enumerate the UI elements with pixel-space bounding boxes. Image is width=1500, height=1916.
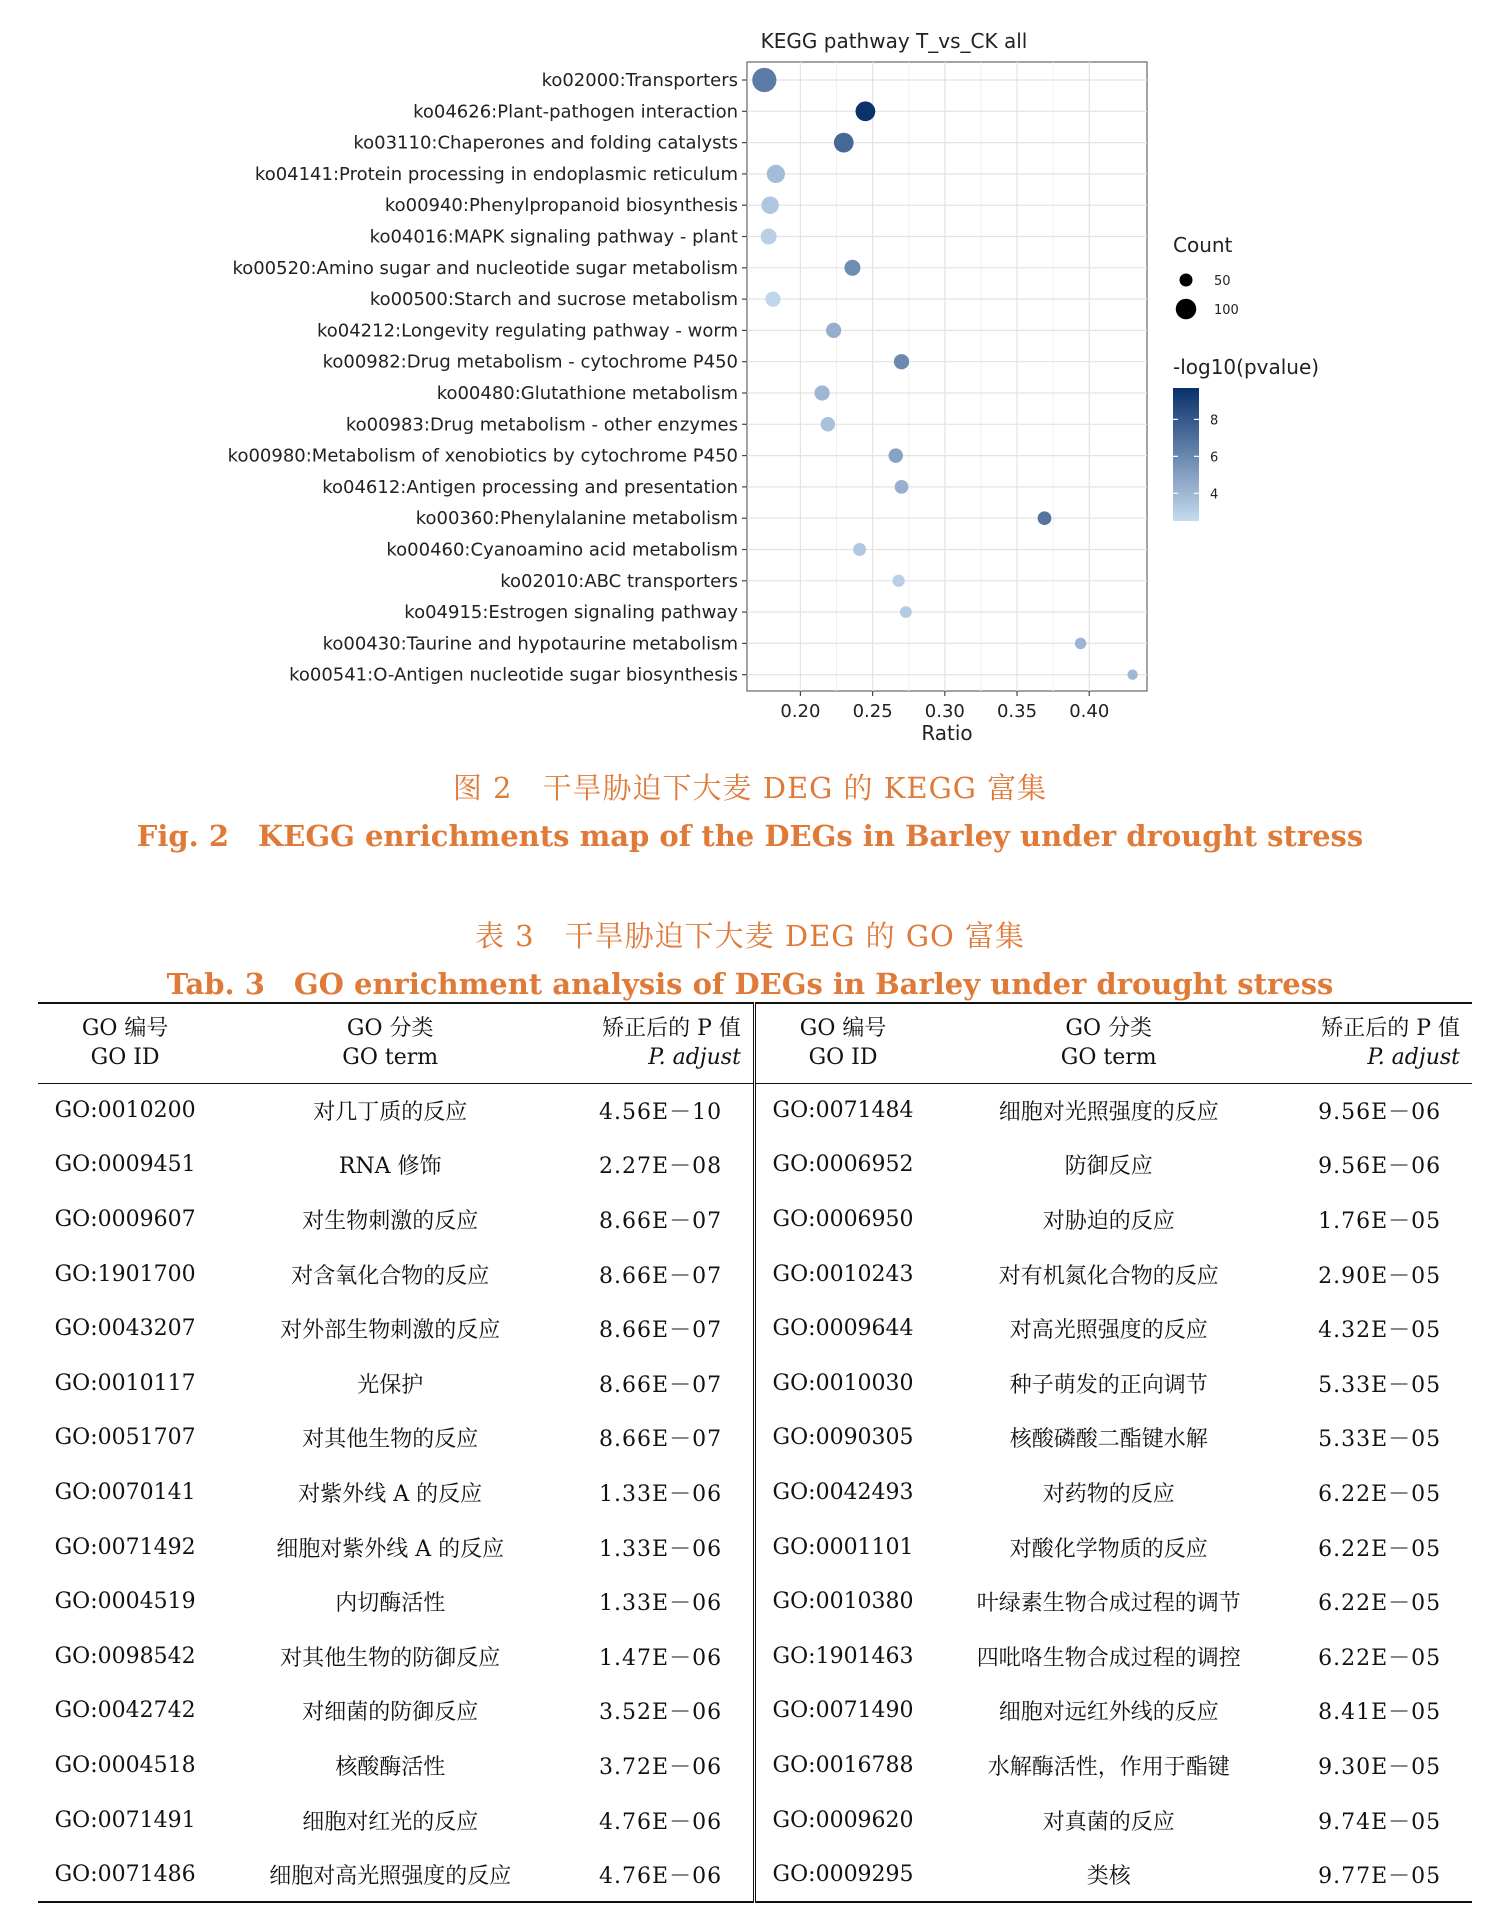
plot-panel (747, 62, 1147, 691)
table-caption-cn: 表 3 干旱胁迫下大麦 DEG 的 GO 富集 (474, 919, 1026, 953)
p-adjust-cell: 4.32E－05 (1318, 1318, 1442, 1344)
go-id-cell: GO:0004518 (54, 1752, 196, 1778)
colorbar-label: 8 (1210, 413, 1219, 429)
go-id-cell: GO:0006950 (772, 1206, 914, 1232)
go-id-cell: GO:0010243 (772, 1261, 914, 1287)
table-row (38, 1192, 1472, 1247)
go-id-cell: GO:1901700 (54, 1261, 196, 1287)
colorbar-label: 6 (1210, 450, 1219, 466)
p-adjust-cell: 6.22E－05 (1318, 1591, 1442, 1617)
go-term-cell: 细胞对远红外线的反应 (998, 1700, 1219, 1726)
p-adjust-cell: 9.56E－06 (1318, 1154, 1442, 1180)
p-adjust-cell: 8.41E－05 (1318, 1700, 1442, 1726)
pathway-label: ko00982:Drug metabolism - cytochrome P450 (322, 351, 738, 373)
data-point (761, 229, 777, 245)
table-row (38, 1738, 1472, 1793)
x-tick-label: 0.40 (1069, 701, 1110, 722)
go-id-cell: GO:0051707 (54, 1425, 196, 1451)
go-id-cell: GO:0070141 (54, 1479, 196, 1505)
go-term-cell: 对生物刺激的反应 (302, 1208, 479, 1234)
go-term-cell: 细胞对高光照强度的反应 (269, 1863, 512, 1889)
go-id-cell: GO:0042742 (54, 1698, 196, 1724)
count-legend (1173, 233, 1239, 319)
go-id-cell: GO:0010117 (54, 1370, 196, 1396)
table-row (38, 1411, 1472, 1466)
pathway-label: ko00520:Amino sugar and nucleotide sugar metabolism (232, 257, 738, 279)
go-term-cell: 核酸磷酸二酯键水解 (1009, 1427, 1208, 1453)
count-legend-title: Count (1173, 233, 1233, 257)
data-point (1075, 638, 1087, 650)
p-adjust-cell: 1.76E－05 (1318, 1208, 1442, 1234)
go-term-cell: 对紫外线 A 的反应 (298, 1481, 483, 1507)
pathway-label: ko00940:Phenylpropanoid biosynthesis (384, 195, 738, 217)
go-id-cell: GO:0001101 (772, 1534, 914, 1560)
table-header-row (38, 1003, 1472, 1083)
pathway-label: ko04626:Plant-pathogen interaction (413, 101, 738, 123)
header-go-id: GO 编号 GO ID (799, 1016, 887, 1071)
go-id-cell: GO:0042493 (772, 1479, 914, 1505)
go-id-cell: GO:0009295 (772, 1861, 914, 1887)
p-adjust-cell: 9.74E－05 (1318, 1809, 1442, 1835)
go-term-cell: 对有机氮化合物的反应 (998, 1263, 1219, 1289)
table-row (38, 1138, 1472, 1193)
pathway-label: ko03110:Chaperones and folding catalysts (353, 132, 738, 154)
p-adjust-cell: 8.66E－07 (568, 1247, 754, 1302)
go-id-cell: GO:0009644 (772, 1316, 914, 1342)
p-adjust-cell: 8.66E－07 (568, 1301, 754, 1356)
pvalue-legend (1173, 355, 1319, 521)
count-legend-label: 100 (1214, 303, 1239, 318)
count-legend-label: 50 (1214, 274, 1231, 289)
go-term-cell: 对高光照强度的反应 (1009, 1318, 1208, 1344)
go-term-cell: RNA 修饰 (338, 1154, 442, 1180)
go-term-cell: 对外部生物刺激的反应 (280, 1318, 501, 1344)
data-point (888, 448, 903, 463)
x-axis-title: Ratio (921, 721, 973, 745)
pathway-label: ko04915:Estrogen signaling pathway (404, 602, 738, 624)
data-point (821, 417, 836, 432)
go-id-cell: GO:0043207 (54, 1316, 196, 1342)
x-tick-label: 0.35 (996, 701, 1038, 722)
pathway-label: ko00480:Glutathione metabolism (436, 383, 738, 404)
count-legend-dot (1176, 299, 1197, 320)
go-id-cell: GO:0010030 (772, 1370, 914, 1396)
pathway-label: ko00430:Taurine and hypotaurine metabolism (322, 633, 738, 655)
table-caption-en: Tab. 3 GO enrichment analysis of DEGs in Barley under drought stress (166, 967, 1334, 1001)
data-point (853, 543, 866, 556)
pathway-label: ko04016:MAPK signaling pathway - plant (369, 226, 738, 248)
table-row (38, 1574, 1472, 1629)
go-id-cell: GO:0004519 (54, 1589, 196, 1615)
pathway-label: ko02010:ABC transporters (500, 570, 738, 592)
go-term-cell: 光保护 (357, 1372, 424, 1398)
data-point (900, 606, 912, 618)
data-point (765, 291, 780, 306)
go-term-cell: 核酸酶活性 (335, 1754, 446, 1780)
go-term-cell: 对其他生物的反应 (302, 1427, 479, 1453)
x-axis-ticks (780, 691, 1109, 722)
figure-caption-cn: 图 2 干旱胁迫下大麦 DEG 的 KEGG 富集 (452, 771, 1048, 805)
pathway-label: ko02000:Transporters (541, 70, 738, 91)
go-term-cell: 类核 (1086, 1863, 1131, 1889)
table-row (38, 1793, 1472, 1848)
p-adjust-cell: 1.33E－06 (568, 1520, 754, 1575)
chart-title: KEGG pathway T_vs_CK all (760, 29, 1028, 53)
data-point (826, 323, 841, 338)
go-id-cell: GO:0098542 (54, 1643, 196, 1669)
table-row (38, 1465, 1472, 1520)
p-adjust-cell: 2.27E－08 (568, 1138, 754, 1193)
table-row (38, 1247, 1472, 1302)
header-p-adjust: 矫正后的 P 值 P. adjust (568, 1003, 754, 1083)
go-id-cell: GO:0071491 (54, 1807, 196, 1833)
go-term-cell: 细胞对红光的反应 (302, 1809, 479, 1835)
go-term-cell: 水解酶活性，作用于酯键 (987, 1754, 1230, 1780)
colorbar-label: 4 (1210, 487, 1219, 503)
pathway-label: ko00980:Metabolism of xenobiotics by cytochrome P450 (227, 445, 738, 467)
data-point (844, 260, 860, 276)
x-tick-label: 0.30 (924, 701, 965, 722)
p-adjust-cell: 3.52E－06 (568, 1684, 754, 1739)
p-adjust-cell: 6.22E－05 (1318, 1536, 1442, 1562)
count-legend-dot (1180, 274, 1193, 287)
p-adjust-cell: 9.56E－06 (1318, 1100, 1442, 1126)
kegg-dot-plot (0, 0, 1500, 770)
p-adjust-cell: 4.76E－06 (568, 1793, 754, 1848)
table-row (38, 1847, 1472, 1902)
go-id-cell: GO:1901463 (772, 1643, 914, 1669)
x-tick-label: 0.20 (780, 701, 821, 722)
data-point (834, 133, 854, 153)
data-point (892, 575, 904, 587)
table-row (38, 1083, 1472, 1138)
go-id-cell: GO:0009620 (772, 1807, 914, 1833)
data-point (752, 68, 776, 92)
header-go-term: GO 分类 GO term (1060, 1016, 1157, 1071)
go-id-cell: GO:0006952 (772, 1152, 914, 1178)
p-adjust-cell: 6.22E－05 (1318, 1481, 1442, 1507)
pvalue-legend-title: -log10(pvalue) (1173, 355, 1320, 379)
go-term-cell: 对其他生物的防御反应 (280, 1645, 501, 1671)
table-row (38, 1301, 1472, 1356)
p-adjust-cell: 5.33E－05 (1318, 1372, 1442, 1398)
pathway-label: ko00983:Drug metabolism - other enzymes (345, 414, 738, 436)
data-point (1127, 670, 1137, 680)
p-adjust-cell: 8.66E－07 (568, 1192, 754, 1247)
pathway-labels (228, 70, 747, 686)
go-id-cell: GO:0010200 (54, 1098, 196, 1124)
header-p-adjust: 矫正后的 P 值 P. adjust (1321, 1016, 1460, 1071)
p-adjust-cell: 6.22E－05 (1318, 1645, 1442, 1671)
p-adjust-cell: 8.66E－07 (568, 1411, 754, 1466)
table-row (38, 1684, 1472, 1739)
p-adjust-cell: 9.77E－05 (1318, 1863, 1442, 1889)
go-id-cell: GO:0071484 (772, 1098, 914, 1124)
p-adjust-cell: 1.33E－06 (568, 1465, 754, 1520)
figure-caption-en: Fig. 2 KEGG enrichments map of the DEGs in Barley under drought stress (136, 819, 1364, 853)
p-adjust-cell: 4.76E－06 (568, 1847, 754, 1902)
go-id-cell: GO:0009451 (54, 1152, 196, 1178)
go-term-cell: 内切酶活性 (335, 1591, 446, 1617)
go-term-cell: 对含氧化合物的反应 (291, 1263, 490, 1289)
go-id-cell: GO:0071490 (772, 1698, 914, 1724)
p-adjust-cell: 4.56E－10 (568, 1083, 754, 1138)
pathway-label: ko04141:Protein processing in endoplasmic reticulum (254, 163, 738, 185)
pathway-label: ko00500:Starch and sucrose metabolism (369, 289, 738, 311)
go-term-cell: 对胁迫的反应 (1042, 1208, 1175, 1234)
data-point (761, 196, 779, 214)
p-adjust-cell: 8.66E－07 (568, 1356, 754, 1411)
go-id-cell: GO:0090305 (772, 1425, 914, 1451)
go-term-cell: 对真菌的反应 (1042, 1809, 1175, 1835)
header-go-id: GO 编号 GO ID (81, 1016, 169, 1071)
go-enrichment-table (38, 1002, 1472, 1903)
table-row (38, 1629, 1472, 1684)
data-point (856, 101, 876, 121)
table-body (38, 1083, 1472, 1902)
table-row (38, 1356, 1472, 1411)
data-point (1038, 511, 1052, 525)
go-id-cell: GO:0009607 (54, 1206, 196, 1232)
p-adjust-cell: 1.47E－06 (568, 1629, 754, 1684)
p-adjust-cell: 1.33E－06 (568, 1574, 754, 1629)
x-tick-label: 0.25 (852, 701, 893, 722)
go-term-cell: 叶绿素生物合成过程的调节 (976, 1591, 1241, 1617)
go-id-cell: GO:0071492 (54, 1534, 196, 1560)
go-term-cell: 种子萌发的正向调节 (1009, 1372, 1208, 1398)
data-point (894, 354, 909, 369)
data-point (814, 385, 829, 400)
p-adjust-cell: 9.30E－05 (1318, 1754, 1442, 1780)
header-go-term: GO 分类 GO term (342, 1016, 439, 1071)
go-term-cell: 对几丁质的反应 (313, 1100, 468, 1126)
data-point (767, 165, 785, 183)
go-id-cell: GO:0071486 (54, 1861, 196, 1887)
p-adjust-cell: 2.90E－05 (1318, 1263, 1442, 1289)
go-term-cell: 细胞对光照强度的反应 (998, 1100, 1219, 1126)
go-term-cell: 对细菌的防御反应 (302, 1700, 479, 1726)
pathway-label: ko00460:Cyanoamino acid metabolism (386, 539, 738, 561)
go-id-cell: GO:0010380 (772, 1589, 914, 1615)
table-row (38, 1520, 1472, 1575)
go-term-cell: 对药物的反应 (1042, 1481, 1175, 1507)
go-term-cell: 细胞对紫外线 A 的反应 (276, 1536, 505, 1562)
go-term-cell: 四吡咯生物合成过程的调控 (976, 1645, 1241, 1671)
p-adjust-cell: 5.33E－05 (1318, 1427, 1442, 1453)
go-term-cell: 防御反应 (1064, 1154, 1153, 1180)
pathway-label: ko00360:Phenylalanine metabolism (415, 508, 738, 530)
pathway-label: ko00541:O-Antigen nucleotide sugar biosynthesis (289, 664, 738, 686)
pathway-label: ko04212:Longevity regulating pathway - worm (316, 320, 738, 342)
pvalue-colorbar (1173, 388, 1199, 521)
go-term-cell: 对酸化学物质的反应 (1009, 1536, 1208, 1562)
pathway-label: ko04612:Antigen processing and presentation (322, 476, 738, 498)
data-point (895, 480, 909, 494)
go-id-cell: GO:0016788 (772, 1752, 914, 1778)
p-adjust-cell: 3.72E－06 (568, 1738, 754, 1793)
